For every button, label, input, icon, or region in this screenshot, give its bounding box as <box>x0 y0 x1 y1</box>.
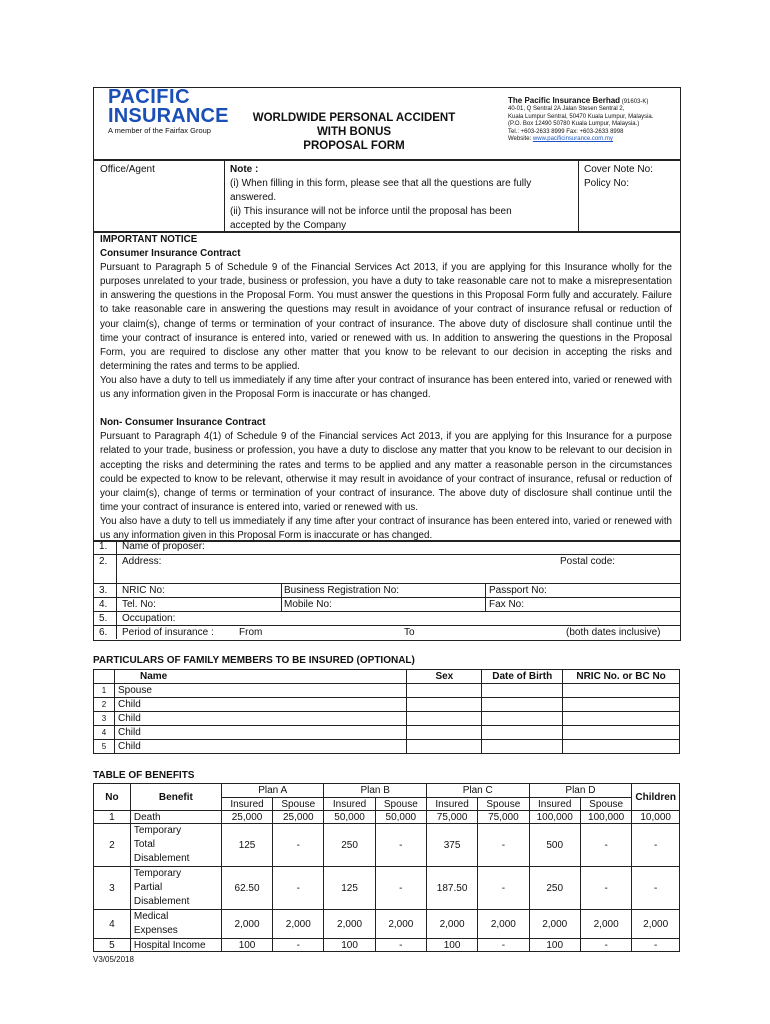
sex-cell[interactable] <box>407 726 482 740</box>
logo-tagline: A member of the Fairfax Group <box>108 126 211 135</box>
dob-cell[interactable] <box>482 684 563 698</box>
period-to-field[interactable]: To <box>404 627 415 638</box>
value-cell: 62.50 <box>221 867 272 910</box>
divider <box>224 159 225 231</box>
row-line <box>93 611 680 612</box>
nric-cell[interactable] <box>563 712 680 726</box>
field-number: 4. <box>99 599 108 610</box>
form-title-line3: PROPOSAL FORM <box>303 140 405 152</box>
value-cell: - <box>580 939 631 952</box>
value-cell: 100,000 <box>529 811 580 824</box>
cover-note-label: Cover Note No: <box>584 164 653 175</box>
value-cell: - <box>580 824 631 867</box>
value-cell: 25,000 <box>221 811 272 824</box>
row-line <box>93 597 680 598</box>
table-row <box>94 698 680 712</box>
mobile-field[interactable]: Mobile No: <box>284 599 332 610</box>
table-row <box>94 824 680 867</box>
value-cell: - <box>478 939 529 952</box>
version-footer: V3/05/2018 <box>93 955 134 964</box>
value-cell: 100 <box>529 939 580 952</box>
value-cell: 500 <box>529 824 580 867</box>
benefit-name <box>130 824 221 867</box>
period-label: Period of insurance : <box>122 627 214 638</box>
header-plan-c: Plan C <box>426 784 529 798</box>
header-spouse: Spouse <box>375 798 426 811</box>
company-name: The Pacific Insurance Berhad <box>508 96 621 105</box>
field-number: 5. <box>99 613 108 624</box>
website-link[interactable]: www.pacificinsurance.com.my <box>532 136 613 143</box>
note-item-1b: answered. <box>230 192 277 204</box>
field-number: 3. <box>99 585 108 596</box>
sex-cell[interactable] <box>407 684 482 698</box>
value-cell: - <box>580 867 631 910</box>
nric-cell[interactable] <box>563 726 680 740</box>
benefit-name <box>130 910 221 939</box>
row-number: 5 <box>94 939 131 952</box>
dob-cell[interactable] <box>482 740 563 754</box>
value-cell: - <box>273 867 324 910</box>
website-label: Website: <box>508 136 532 143</box>
row-number: 3 <box>94 867 131 910</box>
benefit-line: Expenses <box>133 925 178 936</box>
inclusive-note: (both dates inclusive) <box>566 627 661 638</box>
logo-line1: PACIFIC <box>108 86 191 108</box>
value-cell: 10,000 <box>632 811 680 824</box>
value-cell: 75,000 <box>426 811 477 824</box>
value-cell: - <box>375 939 426 952</box>
value-cell: 187.50 <box>426 867 477 910</box>
office-agent-label: Office/Agent <box>100 164 155 175</box>
row-line <box>93 625 680 626</box>
nric-cell[interactable] <box>563 740 680 754</box>
value-cell: 100,000 <box>580 811 631 824</box>
sex-cell[interactable] <box>407 740 482 754</box>
benefit-line: Temporary <box>133 825 182 836</box>
table-row <box>94 712 680 726</box>
sex-cell[interactable] <box>407 712 482 726</box>
cover-note-box <box>584 163 653 191</box>
form-title-line1: WORLDWIDE PERSONAL ACCIDENT <box>252 112 456 124</box>
value-cell: 250 <box>324 824 375 867</box>
divider <box>578 159 579 231</box>
row-number: 1 <box>94 684 115 698</box>
company-reg: (91603-K) <box>621 99 649 105</box>
value-cell: 75,000 <box>478 811 529 824</box>
value-cell: 50,000 <box>375 811 426 824</box>
value-cell: - <box>478 824 529 867</box>
member-name-cell[interactable]: Child <box>114 740 406 754</box>
table-row <box>94 867 680 910</box>
row-line <box>93 583 680 584</box>
header-dob: Date of Birth <box>482 670 563 684</box>
nric-cell[interactable] <box>563 698 680 712</box>
value-cell: - <box>632 939 680 952</box>
row-number: 4 <box>94 726 115 740</box>
consumer-heading: Consumer Insurance Contract <box>100 248 241 260</box>
postal-code-field[interactable]: Postal code: <box>560 556 616 567</box>
company-name-line <box>508 97 653 106</box>
divider <box>281 583 282 611</box>
member-name-cell[interactable]: Child <box>114 712 406 726</box>
benefit-name: Death <box>130 811 221 824</box>
dob-cell[interactable] <box>482 712 563 726</box>
benefit-line: Partial <box>133 882 163 893</box>
note-item-2b: accepted by the Company <box>230 220 347 232</box>
member-name-cell[interactable]: Child <box>114 726 406 740</box>
note-item-1a: (i) When filling in this form, please see that all the questions are fully <box>230 178 532 190</box>
benefit-line: Medical <box>133 911 169 922</box>
header-benefit: Benefit <box>130 784 221 811</box>
value-cell: 2,000 <box>324 910 375 939</box>
header-spouse: Spouse <box>580 798 631 811</box>
benefit-line: Disablement <box>133 853 190 864</box>
tel-field[interactable]: Tel. No: <box>122 599 156 610</box>
benefit-name: Hospital Income <box>130 939 221 952</box>
header-name: Name <box>114 670 406 684</box>
notice-heading: IMPORTANT NOTICE <box>100 234 198 245</box>
row-number: 2 <box>94 698 115 712</box>
row-number: 3 <box>94 712 115 726</box>
value-cell: 2,000 <box>426 910 477 939</box>
value-cell: 100 <box>324 939 375 952</box>
consumer-paragraph-1: Pursuant to Paragraph 5 of Schedule 9 of the Financial Services Act 2013, if you are applying for this Insurance wholly for the purposes unrelated to your trade, business or profession, you have a duty to take reasonable care not to make a misrepresentation in answering the questions in the Proposal Form. You must answer the questions in this Proposal Form fully and accurately. Failure to take reasonable care in answering the questions may result in avoidance of your contract of insurance refusal or reduction of your claim(s), change of terms or termination of your contract of insurance. The above duty of disclosure shall continue until the time your contract of insurance is entered into, varied or renewed with us. In addition to answering the questions in the Proposal Form, you are required to disclose any other matter that you know to be relevant to our decision in accepting the risks and determining the rates and terms to be applied. <box>100 262 672 372</box>
note-box <box>230 163 531 233</box>
form-title-line2: WITH BONUS <box>316 126 392 138</box>
field-number: 1. <box>99 541 108 552</box>
value-cell: - <box>478 867 529 910</box>
row-number: 1 <box>94 811 131 824</box>
consumer-paragraph-2: You also have a duty to tell us immediately if any time after your contract of insurance has been entered into, varied or renewed with us any information given in the Proposal Form is inaccurate or has changed. <box>100 374 672 401</box>
dob-cell[interactable] <box>482 726 563 740</box>
value-cell: 100 <box>221 939 272 952</box>
row-number: 4 <box>94 910 131 939</box>
member-name-cell[interactable]: Child <box>114 698 406 712</box>
logo-line2: INSURANCE <box>108 105 229 127</box>
address-field[interactable]: Address: <box>122 556 162 567</box>
dob-cell[interactable] <box>482 698 563 712</box>
table-header-row <box>94 670 680 684</box>
family-heading: PARTICULARS OF FAMILY MEMBERS TO BE INSURED (OPTIONAL) <box>93 655 415 666</box>
header-insured: Insured <box>324 798 375 811</box>
company-address-1: 40-01, Q Sentral 2A Jalan Stesen Sentral 2, <box>508 106 625 113</box>
header-spouse: Spouse <box>478 798 529 811</box>
value-cell: - <box>632 867 680 910</box>
row-number: 2 <box>94 824 131 867</box>
value-cell: 250 <box>529 867 580 910</box>
nric-field[interactable]: NRIC No: <box>122 585 165 596</box>
company-tel: Tel.: +603-2633 8999 Fax: +603-2633 8998 <box>508 128 624 135</box>
benefits-heading: TABLE OF BENEFITS <box>93 770 195 781</box>
period-from-field[interactable]: From <box>239 627 263 638</box>
benefits-table <box>93 783 680 952</box>
company-address-3: (P.O. Box 12490 50780 Kuala Lumpur, Malaysia.) <box>508 121 640 128</box>
value-cell: - <box>273 939 324 952</box>
passport-field[interactable]: Passport No: <box>489 585 547 596</box>
header-children: Children <box>632 784 680 811</box>
header-nric: NRIC No. or BC No <box>563 670 680 684</box>
value-cell: - <box>632 824 680 867</box>
fax-field[interactable]: Fax No: <box>489 599 525 610</box>
benefit-line: Temporary <box>133 868 182 879</box>
value-cell: - <box>375 824 426 867</box>
table-row <box>94 740 680 754</box>
company-address-2: Kuala Lumpur Sentral, 50470 Kuala Lumpur, Malaysia. <box>508 113 654 120</box>
value-cell: 2,000 <box>221 910 272 939</box>
nric-cell[interactable] <box>563 684 680 698</box>
header-insured: Insured <box>529 798 580 811</box>
value-cell: 50,000 <box>324 811 375 824</box>
benefit-name <box>130 867 221 910</box>
nonconsumer-paragraph-2: You also have a duty to tell us immediately if any time after your contract of insurance has been entered into, varied or renewed with us any information given in this Proposal Form is inaccurate or has changed. <box>100 515 672 541</box>
benefit-line: Total <box>133 839 155 850</box>
row-number: 5 <box>94 740 115 754</box>
nonconsumer-heading: Non- Consumer Insurance Contract <box>100 417 266 429</box>
sex-cell[interactable] <box>407 698 482 712</box>
benefit-line: Disablement <box>133 896 190 907</box>
header-plan-d: Plan D <box>529 784 632 798</box>
header-insured: Insured <box>426 798 477 811</box>
divider <box>485 583 486 611</box>
table-row <box>94 939 680 952</box>
value-cell: 2,000 <box>478 910 529 939</box>
header-plan-a: Plan A <box>221 784 324 798</box>
field-number: 6. <box>99 627 108 638</box>
header-plan-b: Plan B <box>324 784 427 798</box>
value-cell: 375 <box>426 824 477 867</box>
table-header-row <box>94 784 680 798</box>
note-item-2a: (ii) This insurance will not be inforce until the proposal has been <box>230 206 512 218</box>
value-cell: - <box>375 867 426 910</box>
nonconsumer-paragraph-1: Pursuant to Paragraph 4(1) of Schedule 9 of the Financial services Act 2013, if you are applying for this Insurance for a purpose related to your trade, business or profession, you have a duty to disclose any matter that you know to be relevant to our decision in accepting the risks and determining the rates and terms to be applied and any matter a reasonable person in the circumstances could be expected to know to be relevant, otherwise it may result in avoidance of your contract of insurance, refusal or reduction of your claim(s), change of terms or termination of your contract of insurance. The above duty of disclosure shall continue until the time your contract of insurance is entered into, varied or renewed with us. <box>100 431 672 513</box>
value-cell: 2,000 <box>375 910 426 939</box>
spacer <box>100 402 672 416</box>
value-cell: - <box>273 824 324 867</box>
value-cell: 2,000 <box>632 910 680 939</box>
value-cell: 100 <box>426 939 477 952</box>
value-cell: 125 <box>221 824 272 867</box>
table-row <box>94 726 680 740</box>
field-number: 2. <box>99 556 108 567</box>
table-row <box>94 684 680 698</box>
header-sex: Sex <box>407 670 482 684</box>
value-cell: 2,000 <box>529 910 580 939</box>
policy-no-label: Policy No: <box>584 178 630 190</box>
table-row <box>94 910 680 939</box>
value-cell: 25,000 <box>273 811 324 824</box>
company-logo <box>108 88 229 136</box>
company-website-line <box>508 136 653 143</box>
header-insured: Insured <box>221 798 272 811</box>
member-name-cell[interactable]: Spouse <box>114 684 406 698</box>
value-cell: 2,000 <box>273 910 324 939</box>
value-cell: 2,000 <box>580 910 631 939</box>
company-details <box>508 97 653 143</box>
value-cell: 125 <box>324 867 375 910</box>
note-title: Note : <box>230 164 259 175</box>
form-title <box>234 111 474 153</box>
table-row <box>94 811 680 824</box>
row-line <box>93 554 680 555</box>
header-no: No <box>94 784 131 811</box>
proposer-name-field[interactable]: Name of proposer: <box>122 541 205 552</box>
family-members-table <box>93 669 680 754</box>
business-registration-field[interactable]: Business Registration No: <box>284 585 400 596</box>
header-spouse: Spouse <box>273 798 324 811</box>
important-notice <box>100 233 672 543</box>
occupation-field[interactable]: Occupation: <box>122 613 176 624</box>
table-header-cell <box>94 670 115 684</box>
